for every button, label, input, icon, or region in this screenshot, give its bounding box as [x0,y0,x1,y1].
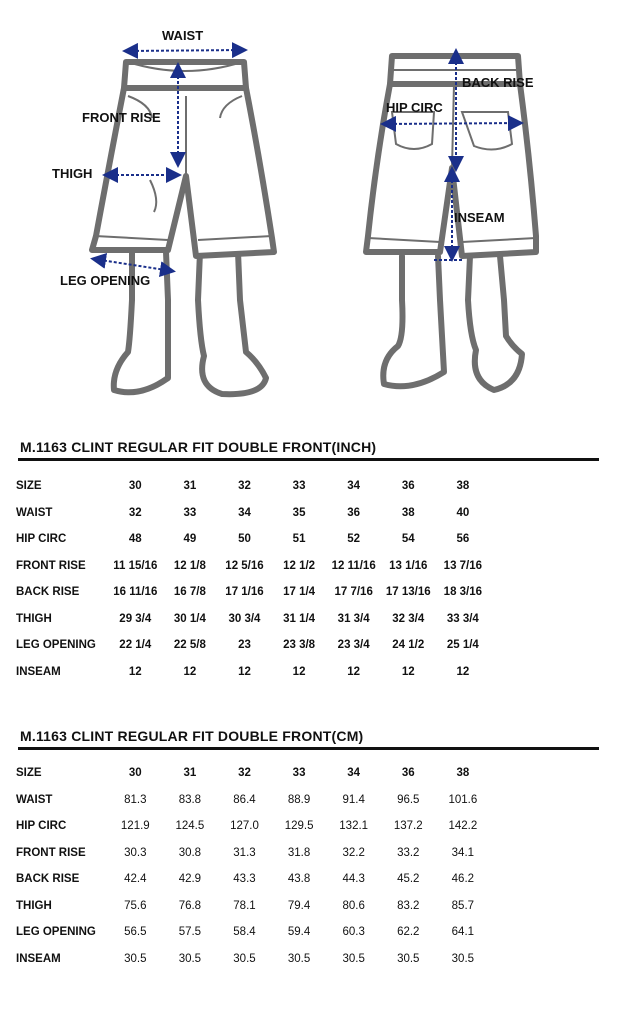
table-cell: 12 [292,665,306,678]
table-cell: 32 [238,767,251,780]
table-cell: 22 1/4 [119,639,152,652]
label-leg-opening: LEG OPENING [60,273,151,288]
inch-size-table [16,473,490,685]
table-cell: 13 1/16 [389,559,428,572]
table-cell: 30.5 [178,952,202,965]
table-cell: 32.2 [342,846,365,859]
table-row [16,946,490,973]
table-cell: 12 [128,665,142,678]
table-cell: 58.4 [233,926,256,939]
table-cell: 12 1/8 [173,559,206,572]
table-cell: 12 5/16 [225,559,264,572]
table-cell: 91.4 [342,793,365,806]
table-cell: 12 [183,665,197,678]
table-cell: 12 [347,665,361,678]
table-cell: 12 [238,665,251,678]
table-cell: 31 3/4 [337,612,370,625]
table-row [16,760,490,787]
row-label: LEG OPENING [16,926,96,939]
table-cell: 34 [347,767,361,780]
row-label: THIGH [16,612,52,625]
table-cell: 38 [401,506,415,519]
table-cell: 50 [238,533,251,546]
table-cell: 62.2 [397,926,420,939]
table-cell: 60.3 [342,926,365,939]
table-cell: 12 11/16 [331,559,376,572]
table-cell: 30 1/4 [173,612,206,625]
table-cell: 96.5 [397,793,420,806]
table-cell: 75.6 [124,899,147,912]
table-cell: 43.3 [233,873,256,886]
table-cell: 79.4 [287,899,311,912]
table-cell: 17 7/16 [334,586,373,599]
table-cell: 49 [183,533,197,546]
table-cell: 33.2 [397,846,420,859]
table-row [16,866,490,893]
table-cell: 18 3/16 [443,586,483,599]
row-label: WAIST [16,793,53,806]
inch-table-title: M.1163 CLINT REGULAR FIT DOUBLE FRONT(INCH) [20,439,377,455]
table-cell: 31 [183,767,197,780]
table-cell: 46.2 [451,873,475,886]
table-cell: 83.2 [397,899,420,912]
table-cell: 80.6 [342,899,365,912]
table-cell: 33 [292,767,306,780]
table-cell: 30.5 [451,952,475,965]
cm-table-body [16,760,490,972]
table-row [16,553,490,580]
table-cell: 36 [401,480,415,493]
table-cell: 30 [128,480,142,493]
row-label: THIGH [16,899,52,912]
table-cell: 33 [183,506,197,519]
table-row [16,526,490,553]
table-cell: 30 3/4 [228,612,261,625]
table-cell: 36 [347,506,361,519]
row-label: SIZE [16,767,42,780]
table-cell: 16 11/16 [113,586,158,599]
table-cell: 17 13/16 [385,586,431,599]
table-cell: 59.4 [287,926,311,939]
table-cell: 81.3 [124,793,147,806]
table-cell: 56.5 [124,926,147,939]
table-cell: 85.7 [451,899,475,912]
table-cell: 127.0 [230,820,259,833]
table-row [16,632,490,659]
table-cell: 33 [292,480,306,493]
cm-table-rule [18,747,599,750]
table-cell: 25 1/4 [446,639,479,652]
table-row [16,579,490,606]
table-cell: 48 [128,533,142,546]
table-cell: 43.8 [287,873,311,886]
table-cell: 23 3/4 [337,639,370,652]
inch-table-rule [18,458,599,461]
table-cell: 57.5 [178,926,202,939]
table-row [16,473,490,500]
table-cell: 32 [128,506,142,519]
row-label: BACK RISE [16,586,80,599]
table-cell: 32 [238,480,251,493]
table-cell: 35 [292,506,306,519]
table-row [16,787,490,814]
table-cell: 64.1 [451,926,475,939]
row-label: FRONT RISE [16,559,86,572]
table-cell: 38 [456,767,470,780]
table-cell: 33 3/4 [446,612,479,625]
shorts-illustration [0,0,617,410]
table-cell: 13 7/16 [443,559,483,572]
table-cell: 30.5 [233,952,256,965]
table-cell: 142.2 [448,820,478,833]
table-cell: 12 [456,665,470,678]
table-cell: 78.1 [233,899,256,912]
table-row [16,659,490,686]
table-row [16,919,490,946]
label-front-rise: FRONT RISE [82,110,161,125]
table-row [16,893,490,920]
row-label: BACK RISE [16,873,80,886]
table-cell: 44.3 [342,873,365,886]
waist-arrow [126,50,244,51]
table-cell: 42.4 [124,873,147,886]
row-label: WAIST [16,506,53,519]
table-cell: 12 [401,665,415,678]
table-cell: 23 3/8 [283,639,316,652]
row-label: HIP CIRC [16,533,67,546]
table-cell: 129.5 [284,820,314,833]
table-cell: 24 1/2 [392,639,425,652]
table-cell: 32 3/4 [392,612,425,625]
measurement-diagram [0,0,617,410]
table-cell: 17 1/16 [225,586,264,599]
table-cell: 31.3 [233,846,256,859]
table-cell: 54 [401,533,415,546]
table-cell: 83.8 [178,793,202,806]
table-cell: 52 [347,533,361,546]
row-label: LEG OPENING [16,639,96,652]
table-cell: 30.5 [397,952,420,965]
table-cell: 34 [347,480,361,493]
row-label: SIZE [16,480,42,493]
table-cell: 56 [456,533,470,546]
label-thigh: THIGH [52,166,93,181]
table-row [16,606,490,633]
table-cell: 16 7/8 [173,586,206,599]
table-cell: 31.8 [287,846,311,859]
label-back-rise: BACK RISE [462,75,534,90]
table-cell: 30.5 [124,952,147,965]
table-cell: 31 [183,480,197,493]
table-cell: 31 1/4 [283,612,316,625]
table-cell: 30.3 [124,846,147,859]
table-cell: 30 [128,767,142,780]
table-cell: 42.9 [178,873,202,886]
table-cell: 11 15/16 [113,559,158,572]
table-cell: 34.1 [451,846,475,859]
table-cell: 30.5 [342,952,365,965]
table-cell: 45.2 [397,873,420,886]
label-hip-circ: HIP CIRC [386,100,443,115]
table-row [16,813,490,840]
cm-table-title: M.1163 CLINT REGULAR FIT DOUBLE FRONT(CM) [20,728,364,744]
table-cell: 30.5 [287,952,311,965]
table-cell: 124.5 [175,820,205,833]
row-label: FRONT RISE [16,846,86,859]
table-row [16,500,490,527]
table-cell: 36 [401,767,415,780]
table-cell: 101.6 [448,793,478,806]
table-cell: 22 5/8 [173,639,206,652]
table-cell: 12 1/2 [283,559,316,572]
label-inseam: INSEAM [454,210,505,225]
table-cell: 30.8 [178,846,202,859]
table-cell: 51 [292,533,306,546]
table-cell: 40 [456,506,470,519]
table-cell: 17 1/4 [283,586,316,599]
table-cell: 29 3/4 [119,612,152,625]
row-label: INSEAM [16,665,61,678]
table-cell: 76.8 [178,899,202,912]
label-waist: WAIST [162,28,204,43]
table-cell: 121.9 [120,820,150,833]
table-cell: 86.4 [233,793,256,806]
table-cell: 137.2 [393,820,423,833]
table-row [16,840,490,867]
row-label: INSEAM [16,952,61,965]
table-cell: 132.1 [339,820,369,833]
table-cell: 88.9 [287,793,311,806]
inch-table-body [16,473,490,685]
cm-size-table [16,760,490,972]
table-cell: 23 [238,639,251,652]
row-label: HIP CIRC [16,820,67,833]
table-cell: 38 [456,480,470,493]
table-cell: 34 [238,506,251,519]
